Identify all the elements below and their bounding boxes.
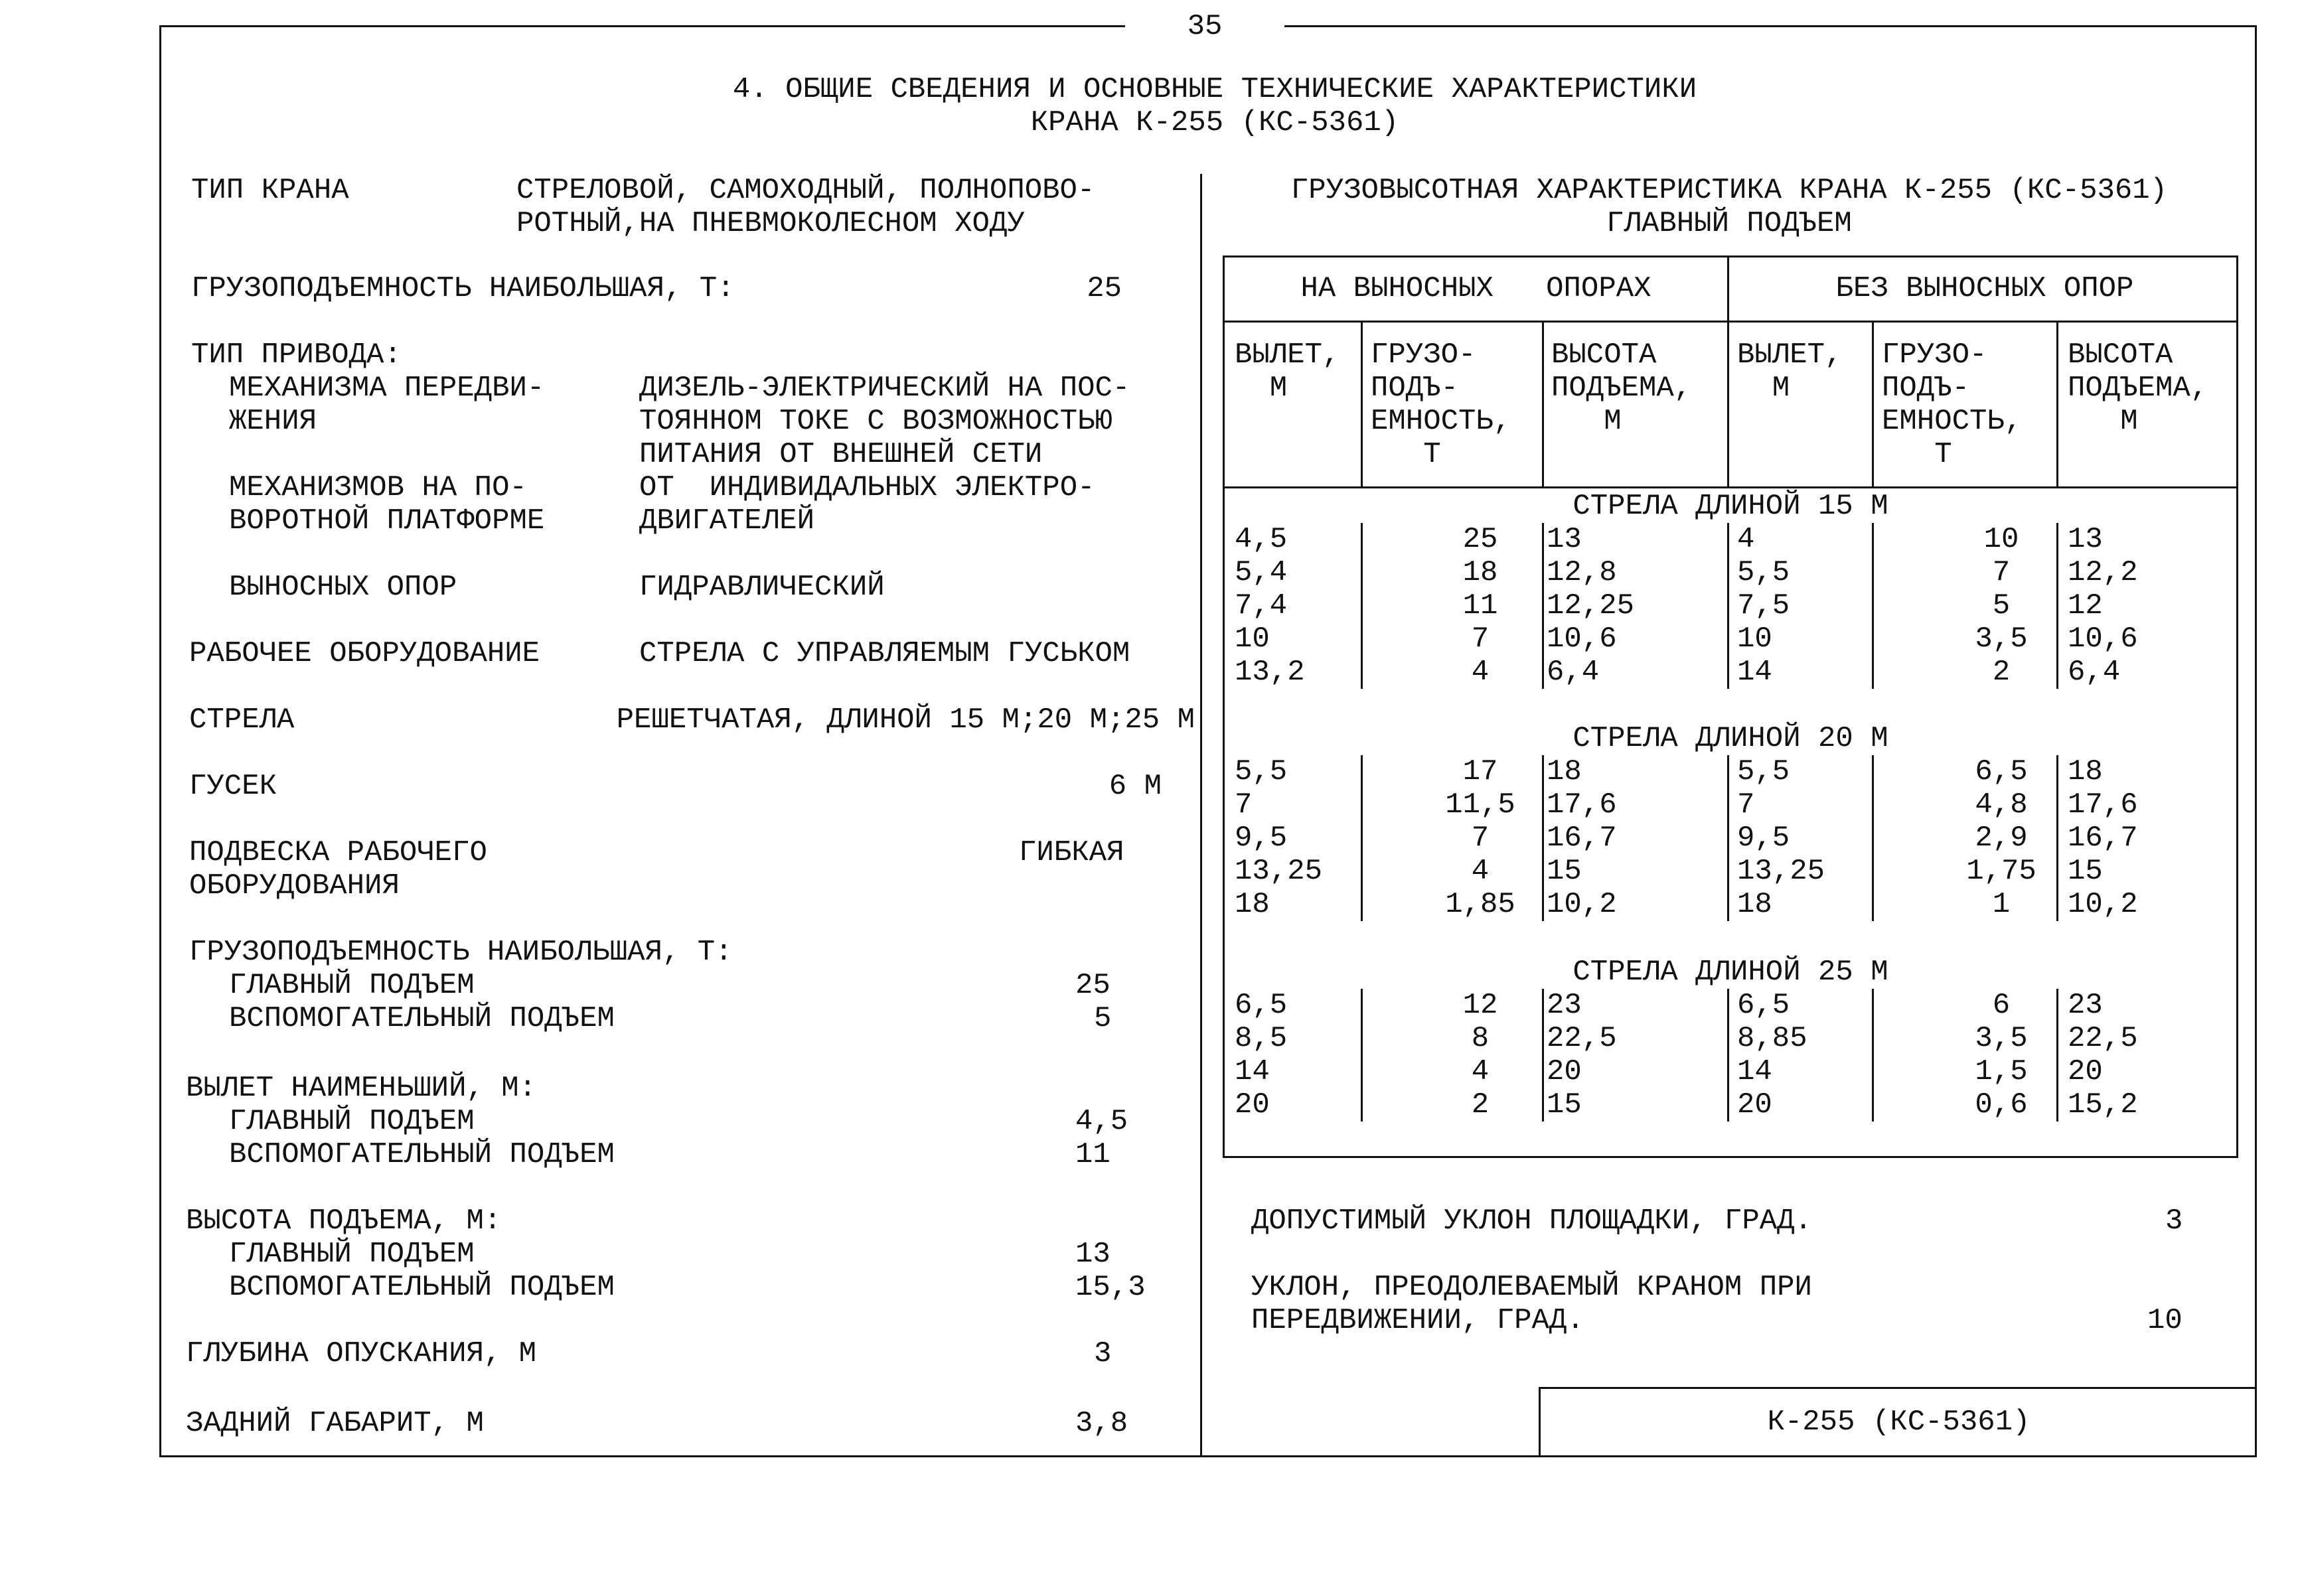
capacity2-main-label: ГЛАВНЫЙ ПОДЪЕМ	[229, 969, 475, 1002]
table-cell: 4	[1471, 1055, 1490, 1088]
table-cell: 8	[1471, 1022, 1490, 1055]
header-line-1	[1225, 321, 2236, 323]
header-group-divider	[1727, 321, 1729, 486]
table-cell: 20	[2068, 1055, 2103, 1088]
table-cell: 20	[1737, 1088, 1772, 1122]
table-cell: 3,5	[1975, 1022, 2028, 1055]
table-cell: 22,5	[1547, 1022, 1617, 1055]
table-cell: 15,2	[2068, 1088, 2138, 1122]
header-column-divider-1	[1361, 321, 1363, 486]
capacity2-main-value: 25	[1075, 969, 1111, 1002]
height-label: ВЫСОТА ПОДЪЕМА, М:	[186, 1204, 502, 1238]
table-cell: 14	[1737, 1055, 1772, 1088]
equipment-value: СТРЕЛА С УПРАВЛЯЕМЫМ ГУСЬКОМ	[639, 637, 1130, 670]
table-cell: 14	[1737, 656, 1772, 689]
reach-main-value: 4,5	[1075, 1105, 1128, 1138]
crane-type-value-1: СТРЕЛОВОЙ, САМОХОДНЫЙ, ПОЛНОПОВО-	[516, 174, 1095, 207]
height-main-value: 13	[1075, 1238, 1111, 1271]
group-with-outriggers: НА ВЫНОСНЫХ ОПОРАХ	[1300, 272, 1651, 305]
column-divider-1-1	[1361, 523, 1363, 689]
table-cell: 10,6	[1547, 622, 1617, 656]
reach-main-label: ГЛАВНЫЙ ПОДЪЕМ	[229, 1105, 475, 1138]
table-cell: 18	[2068, 755, 2103, 788]
reach-label: ВЫЛЕТ НАИМЕНЬШИЙ, М:	[186, 1072, 537, 1105]
table-cell: 5,5	[1737, 556, 1790, 589]
table-cell: 20	[1235, 1088, 1270, 1122]
table-cell: 12,25	[1547, 589, 1635, 622]
table-cell: 15	[1547, 1088, 1582, 1122]
table-cell: 23	[2068, 989, 2103, 1022]
height-aux-value: 15,3	[1075, 1271, 1146, 1304]
slope-value: 3	[2165, 1204, 2183, 1238]
suspension-label-1: ПОДВЕСКА РАБОЧЕГО	[189, 836, 487, 869]
group-without-outriggers: БЕЗ ВЫНОСНЫХ ОПОР	[1835, 272, 2134, 305]
table-cell: 17	[1462, 755, 1498, 788]
boom-label: СТРЕЛА	[189, 703, 295, 737]
table-cell: 13,25	[1737, 855, 1825, 888]
reach-aux-label: ВСПОМОГАТЕЛЬНЫЙ ПОДЪЕМ	[229, 1138, 615, 1171]
table-cell: 1,75	[1966, 855, 2036, 888]
table-cell: 7,4	[1235, 589, 1288, 622]
table-cell: 7	[1471, 822, 1490, 855]
table-cell: 25	[1462, 523, 1498, 556]
table-cell: 4,8	[1975, 788, 2028, 822]
max-capacity-label: ГРУЗОПОДЪЕМНОСТЬ НАИБОЛЬШАЯ, Т:	[191, 272, 735, 305]
drive-platform-label-1: МЕХАНИЗМОВ НА ПО-	[229, 471, 527, 504]
column-divider-3-3	[1727, 989, 1729, 1122]
table-cell: 15	[2068, 855, 2103, 888]
table-cell: 15	[1547, 855, 1582, 888]
table-cell: 2	[1992, 656, 2011, 689]
table-cell: 13,2	[1235, 656, 1305, 689]
section-title-1: СТРЕЛА ДЛИНОЙ 15 М	[1572, 490, 1888, 523]
table-cell: 7,5	[1737, 589, 1790, 622]
table-cell: 10,2	[1547, 888, 1617, 921]
table-cell: 2,9	[1975, 822, 2028, 855]
table-cell: 1	[1992, 888, 2011, 921]
table-cell: 11	[1462, 589, 1498, 622]
table-cell: 18	[1737, 888, 1772, 921]
table-cell: 4,5	[1235, 523, 1288, 556]
column-divider-2-1	[1361, 755, 1363, 921]
table-cell: 7	[1471, 622, 1490, 656]
drive-platform-value-2: ДВИГАТЕЛЕЙ	[639, 504, 815, 538]
section-title-2: СТРЕЛА ДЛИНОЙ 20 М	[1572, 722, 1888, 755]
table-cell: 5	[1992, 589, 2011, 622]
table-cell: 5,5	[1235, 755, 1288, 788]
table-cell: 13	[1547, 523, 1582, 556]
table-cell: 12	[2068, 589, 2103, 622]
table-cell: 7	[1737, 788, 1755, 822]
table-cell: 22,5	[2068, 1022, 2138, 1055]
col-reach-2: ВЫЛЕТ, М	[1737, 338, 1843, 405]
table-cell: 13,25	[1235, 855, 1323, 888]
col-height-1: ВЫСОТА ПОДЪЕМА, М	[1551, 338, 1692, 438]
table-cell: 4	[1737, 523, 1755, 556]
table-cell: 16,7	[1547, 822, 1617, 855]
table-cell: 8,5	[1235, 1022, 1288, 1055]
outriggers-value: ГИДРАВЛИЧЕСКИЙ	[639, 571, 885, 604]
table-cell: 10	[1737, 622, 1772, 656]
column-divider-3-1	[1361, 989, 1363, 1122]
table-cell: 2	[1471, 1088, 1490, 1122]
table-cell: 6,4	[2068, 656, 2121, 689]
column-divider	[1200, 174, 1202, 1457]
table-cell: 9,5	[1737, 822, 1790, 855]
table-cell: 12	[1462, 989, 1498, 1022]
table-cell: 6,5	[1737, 989, 1790, 1022]
title-line-2: КРАНА К-255 (КС-5361)	[1030, 106, 1399, 139]
column-divider-1-3	[1727, 523, 1729, 689]
load-chart-title-2: ГЛАВНЫЙ ПОДЪЕМ	[1606, 207, 1852, 240]
table-cell: 18	[1235, 888, 1270, 921]
table-cell: 12,2	[2068, 556, 2138, 589]
col-capacity-2: ГРУЗО- ПОДЪ- ЕМНОСТЬ, Т	[1882, 338, 2023, 471]
rear-clearance-value: 3,8	[1075, 1407, 1128, 1440]
suspension-value: ГИБКАЯ	[1019, 836, 1124, 869]
table-cell: 12,8	[1547, 556, 1617, 589]
table-cell: 3,5	[1975, 622, 2028, 656]
table-cell: 16,7	[2068, 822, 2138, 855]
table-cell: 10	[1235, 622, 1270, 656]
drive-platform-value-1: ОТ ИНДИВИДАЛЬНЫХ ЭЛЕКТРО-	[639, 471, 1095, 504]
table-cell: 18	[1547, 755, 1582, 788]
drive-type-label: ТИП ПРИВОДА:	[191, 338, 402, 372]
jib-label: ГУСЕК	[189, 770, 277, 803]
table-cell: 20	[1547, 1055, 1582, 1088]
crane-type-value-2: РОТНЫЙ,НА ПНЕВМОКОЛЕСНОМ ХОДУ	[516, 207, 1025, 240]
table-cell: 5,4	[1235, 556, 1288, 589]
max-capacity-value: 25	[1087, 272, 1122, 305]
load-chart-title	[1211, 174, 2247, 240]
table-cell: 10	[1983, 523, 2019, 556]
table-cell: 8,85	[1737, 1022, 1807, 1055]
equipment-label: РАБОЧЕЕ ОБОРУДОВАНИЕ	[189, 637, 540, 670]
table-cell: 4	[1471, 855, 1490, 888]
travel-slope-label-2: ПЕРЕДВИЖЕНИИ, ГРАД.	[1251, 1304, 1584, 1337]
capacity2-aux-value: 5	[1094, 1002, 1112, 1035]
header-line-2	[1225, 486, 2236, 488]
depth-label: ГЛУБИНА ОПУСКАНИЯ, М	[186, 1337, 537, 1370]
col-reach-1: ВЫЛЕТ, М	[1235, 338, 1340, 405]
document-title	[226, 73, 2204, 139]
section-title-3: СТРЕЛА ДЛИНОЙ 25 М	[1572, 956, 1888, 989]
table-cell: 4	[1471, 656, 1490, 689]
capacity2-aux-label: ВСПОМОГАТЕЛЬНЫЙ ПОДЪЕМ	[229, 1002, 615, 1035]
table-cell: 7	[1235, 788, 1253, 822]
boom-value: РЕШЕТЧАТАЯ, ДЛИНОЙ 15 М;20 М;25 М	[616, 703, 1195, 737]
suspension-label-2: ОБОРУДОВАНИЯ	[189, 869, 400, 903]
table-cell: 17,6	[1547, 788, 1617, 822]
height-aux-label: ВСПОМОГАТЕЛЬНЫЙ ПОДЪЕМ	[229, 1271, 615, 1304]
drive-travel-label-1: МЕХАНИЗМА ПЕРЕДВИ-	[229, 372, 545, 405]
reach-aux-value: 11	[1075, 1138, 1111, 1171]
header-column-divider-4	[2056, 321, 2058, 486]
table-cell: 11,5	[1445, 788, 1515, 822]
table-cell: 23	[1547, 989, 1582, 1022]
jib-value: 6 М	[1109, 770, 1162, 803]
drive-platform-label-2: ВОРОТНОЙ ПЛАТФОРМЕ	[229, 504, 545, 538]
load-chart-title-1: ГРУЗОВЫСОТНАЯ ХАРАКТЕРИСТИКА КРАНА К-255 (КС-5361)	[1290, 174, 2168, 207]
drive-travel-value-1: ДИЗЕЛЬ-ЭЛЕКТРИЧЕСКИЙ НА ПОС-	[639, 372, 1130, 405]
height-main-label: ГЛАВНЫЙ ПОДЪЕМ	[229, 1238, 475, 1271]
title-line-1: 4. ОБЩИЕ СВЕДЕНИЯ И ОСНОВНЫЕ ТЕХНИЧЕСКИЕ ХАРАКТЕРИСТИКИ	[732, 73, 1697, 106]
drive-travel-label-2: ЖЕНИЯ	[229, 405, 317, 438]
outriggers-label: ВЫНОСНЫХ ОПОР	[229, 571, 457, 604]
slope-label: ДОПУСТИМЫЙ УКЛОН ПЛОЩАДКИ, ГРАД.	[1251, 1204, 1812, 1238]
table-cell: 6,5	[1975, 755, 2028, 788]
load-height-table	[1223, 255, 2238, 1158]
table-cell: 5,5	[1737, 755, 1790, 788]
table-cell: 1,85	[1445, 888, 1515, 921]
col-capacity-1: ГРУЗО- ПОДЪ- ЕМНОСТЬ, Т	[1371, 338, 1511, 471]
table-cell: 9,5	[1235, 822, 1288, 855]
table-cell: 14	[1235, 1055, 1270, 1088]
document-stamp: К-255 (КС-5361)	[1539, 1387, 2257, 1457]
header-column-divider-2	[1542, 321, 1544, 486]
table-cell: 6,4	[1547, 656, 1600, 689]
table-cell: 7	[1992, 556, 2011, 589]
page-number: 35	[1125, 7, 1284, 46]
travel-slope-label-1: УКЛОН, ПРЕОДОЛЕВАЕМЫЙ КРАНОМ ПРИ	[1251, 1271, 1812, 1304]
crane-type-label: ТИП КРАНА	[191, 174, 349, 207]
table-cell: 17,6	[2068, 788, 2138, 822]
travel-slope-value: 10	[2147, 1304, 2183, 1337]
table-cell: 10,2	[2068, 888, 2138, 921]
table-cell: 6,5	[1235, 989, 1288, 1022]
drive-travel-value-2: ТОЯННОМ ТОКЕ С ВОЗМОЖНОСТЬЮ	[639, 405, 1112, 438]
col-height-2: ВЫСОТА ПОДЪЕМА, М	[2068, 338, 2208, 438]
depth-value: 3	[1094, 1337, 1112, 1370]
table-cell: 0,6	[1975, 1088, 2028, 1122]
table-cell: 6	[1992, 989, 2011, 1022]
rear-clearance-label: ЗАДНИЙ ГАБАРИТ, М	[186, 1407, 484, 1440]
header-column-divider-3	[1872, 321, 1874, 486]
table-cell: 10,6	[2068, 622, 2138, 656]
drive-travel-value-3: ПИТАНИЯ ОТ ВНЕШНЕЙ СЕТИ	[639, 438, 1043, 471]
table-cell: 13	[2068, 523, 2103, 556]
table-cell: 18	[1462, 556, 1498, 589]
capacity2-label: ГРУЗОПОДЪЕМНОСТЬ НАИБОЛЬШАЯ, Т:	[189, 936, 733, 969]
column-divider-2-3	[1727, 755, 1729, 921]
table-cell: 1,5	[1975, 1055, 2028, 1088]
